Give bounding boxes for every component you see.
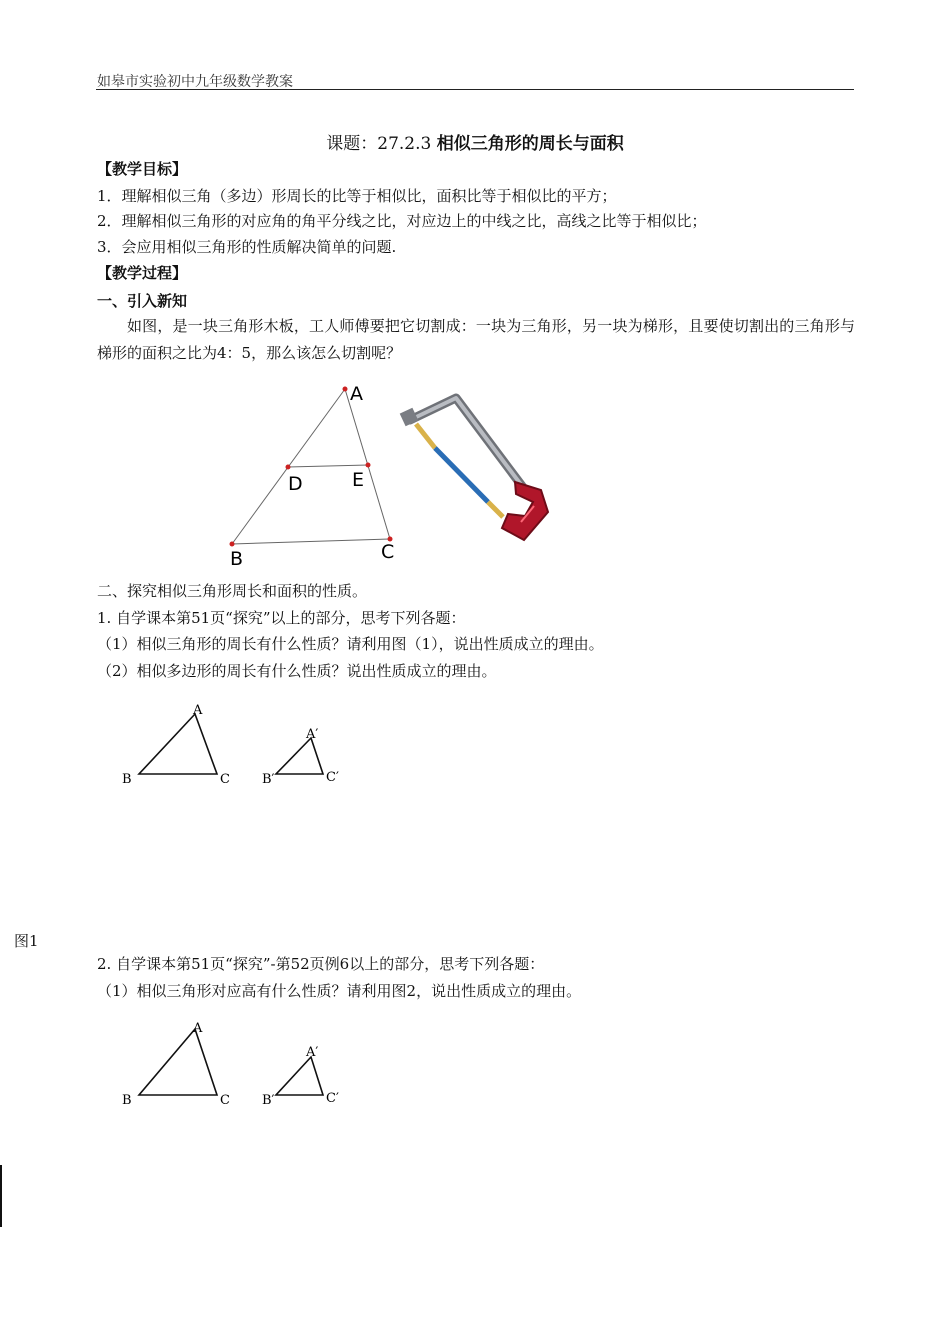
part2-question-3: （1）相似三角形对应高有什么性质？请利用图2，说出性质成立的理由。 [97,982,582,1000]
fig2-small-a: A′ [306,1045,319,1060]
goal-item-2: 2．理解相似三角形的对应角的角平分线之比，对应边上的中线之比，高线之比等于相似比； [97,212,707,230]
fig1-big-a: A [193,703,203,718]
part2-heading: 二、探究相似三角形周长和面积的性质。 [97,582,368,600]
goal-item-1: 1．理解相似三角（多边）形周长的比等于相似比，面积比等于相似比的平方； [97,187,617,205]
label-e: E [352,469,365,491]
label-a: A [350,383,363,405]
point-d [286,465,291,470]
fig2-big-a: A [193,1021,203,1036]
point-e [366,463,371,468]
figure-1-label: 图1 [14,932,39,950]
label-c: C [381,541,395,563]
fig2-big-b: B [122,1093,132,1108]
fig1-big-b: B [122,772,132,787]
figure-1 [122,703,339,787]
goal-item-3: 3．会应用相似三角形的性质解决简单的问题. [97,238,397,256]
label-d: D [288,473,303,495]
fig2-small-c: C′ [326,1091,339,1106]
fig2-big-c: C [220,1093,230,1108]
figure-2 [122,1021,339,1108]
page-header: 如皋市实验初中九年级数学教案 [97,74,293,90]
triangle-abc-figure [230,383,395,570]
label-b: B [230,548,244,570]
part1-paragraph: 如图，是一块三角形木板，工人师傅要把它切割成：一块为三角形，另一块为梯形，且要使切割出的三角形与梯形的面积之比为4：5，那么该怎么切割呢？ [97,317,855,362]
process-heading: 【教学过程】 [97,264,188,282]
fig1-small-a: A′ [306,727,319,742]
title-main: 相似三角形的周长与面积 [436,134,624,154]
fig1-small-c: C′ [326,770,339,785]
margin-line [0,1165,2,1227]
part2-task-1: 1. 自学课本第51页“探究”以上的部分，思考下列各题： [97,609,466,627]
point-a [343,387,348,392]
hacksaw-icon [400,398,548,540]
part2-question-1: （1）相似三角形的周长有什么性质？请利用图（1），说出性质成立的理由。 [97,635,604,653]
fig1-small-b: B′ [262,772,275,787]
part2-question-2: （2）相似多边形的周长有什么性质？说出性质成立的理由。 [97,662,497,680]
point-b [230,542,235,547]
fig1-big-c: C [220,772,230,787]
title-prefix: 课题：27.2.3 [326,134,432,154]
goals-heading: 【教学目标】 [97,160,188,178]
part2-task-2: 2. 自学课本第51页“探究”-第52页例6以上的部分，思考下列各题： [97,955,545,973]
fig2-small-b: B′ [262,1093,275,1108]
part1-heading: 一、引入新知 [97,292,188,310]
